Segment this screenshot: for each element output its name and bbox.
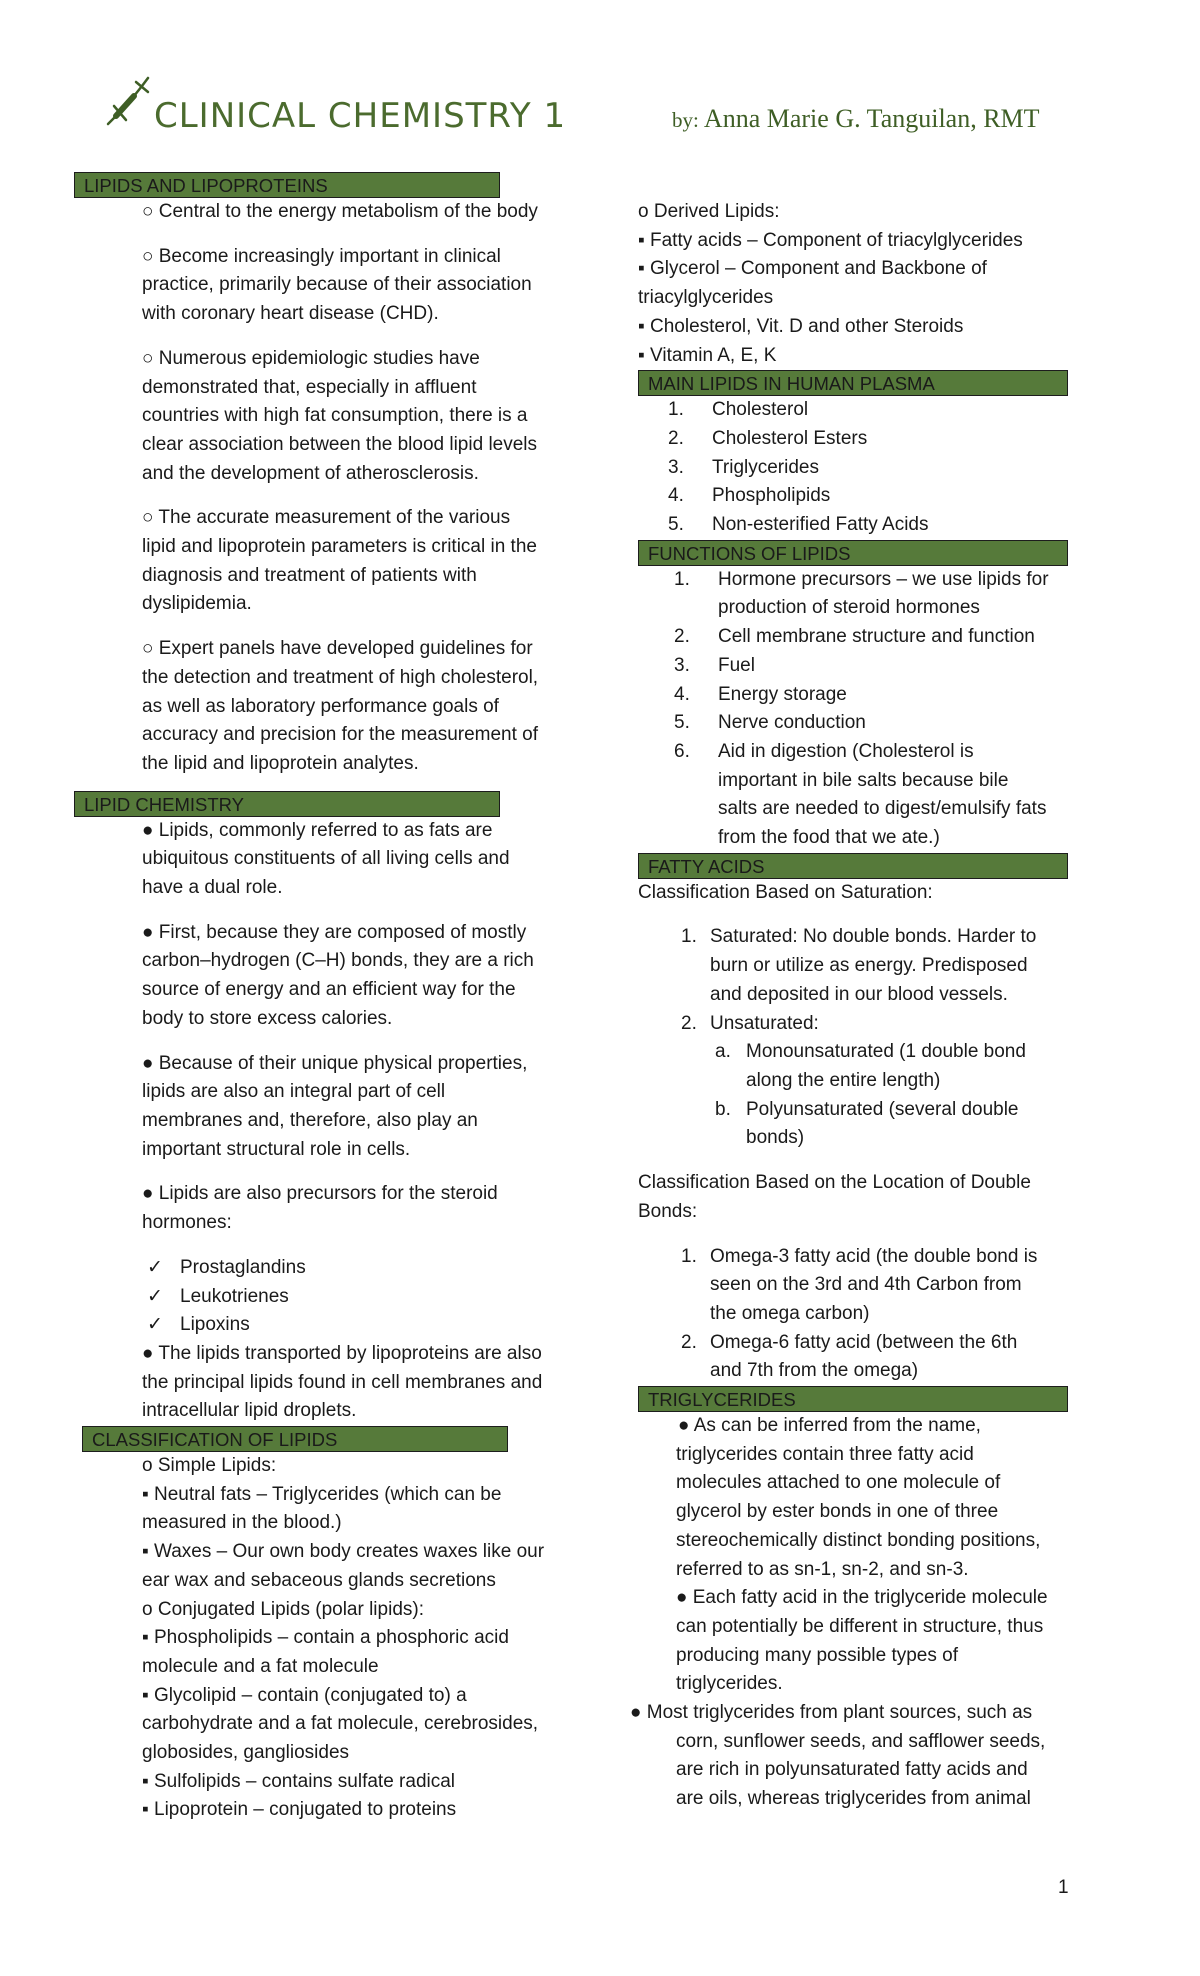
list-number: 1. bbox=[674, 568, 690, 590]
paragraph: lipids are also an integral part of cell bbox=[142, 1081, 446, 1103]
paragraph: are rich in polyunsaturated fatty acids and bbox=[676, 1759, 1028, 1781]
list-item-text: Non-esterified Fatty Acids bbox=[712, 514, 929, 536]
paragraph: the lipid and lipoprotein analytes. bbox=[142, 752, 419, 774]
page-header bbox=[0, 0, 1200, 150]
sub-list-item bbox=[638, 1038, 1074, 1095]
list-item-text: seen on the 3rd and 4th Carbon from bbox=[710, 1274, 1022, 1296]
list-number: 5. bbox=[668, 514, 684, 536]
paragraph: hormones: bbox=[142, 1212, 232, 1234]
list-item-text: Nerve conduction bbox=[718, 712, 866, 734]
subheading: Bonds: bbox=[638, 1200, 698, 1222]
list-item-text: and deposited in our blood vessels. bbox=[710, 983, 1008, 1005]
list-item-text: Leukotrienes bbox=[180, 1285, 289, 1307]
list-number: 1. bbox=[681, 1245, 697, 1267]
paragraph: ▪ Neutral fats – Triglycerides (which can be bbox=[142, 1483, 502, 1505]
paragraph: o Derived Lipids: bbox=[638, 201, 780, 222]
functions-list bbox=[638, 566, 1074, 853]
paragraph: dyslipidemia. bbox=[142, 593, 252, 615]
list-item-text: from the food that we ate.) bbox=[718, 827, 940, 849]
paragraph: ▪ Glycolipid – contain (conjugated to) a bbox=[142, 1684, 467, 1706]
check-list-item bbox=[74, 1311, 574, 1340]
list-item bbox=[638, 738, 1074, 853]
list-item bbox=[638, 923, 1074, 1009]
list-number: 1. bbox=[668, 399, 684, 421]
list-item bbox=[638, 1329, 1074, 1386]
document-title: CLINICAL CHEMISTRY 1 bbox=[154, 96, 567, 136]
syringe-icon bbox=[104, 74, 152, 128]
paragraph: ▪ Fatty acids – Component of triacylglycerides bbox=[638, 229, 1023, 251]
list-letter: b. bbox=[715, 1098, 731, 1120]
paragraph: and the development of atherosclerosis. bbox=[142, 462, 479, 484]
triglycerides-body bbox=[638, 1412, 1074, 1699]
paragraph: ▪ Cholesterol, Vit. D and other Steroids bbox=[638, 315, 964, 337]
right-column bbox=[630, 172, 1074, 1814]
paragraph: ● Lipids, commonly referred to as fats are bbox=[142, 819, 493, 841]
list-number: 2. bbox=[681, 1331, 697, 1353]
lipid-chemistry-body-2 bbox=[74, 1340, 574, 1426]
section-heading-functions: FUNCTIONS OF LIPIDS bbox=[638, 540, 1068, 566]
list-number: 4. bbox=[668, 485, 684, 507]
paragraph: triglycerides. bbox=[676, 1673, 783, 1695]
paragraph: ● The lipids transported by lipoproteins are also bbox=[142, 1342, 542, 1364]
paragraph: molecules attached to one molecule of bbox=[676, 1472, 1001, 1494]
paragraph: measured in the blood.) bbox=[142, 1512, 342, 1534]
paragraph: ear wax and sebaceous glands secretions bbox=[142, 1569, 496, 1591]
paragraph: membranes and, therefore, also play an bbox=[142, 1109, 478, 1131]
list-item bbox=[638, 1010, 1074, 1039]
check-icon: ✓ bbox=[147, 1314, 163, 1336]
list-item-text: production of steroid hormones bbox=[718, 597, 980, 619]
paragraph: ● Each fatty acid in the triglyceride molecule bbox=[676, 1587, 1048, 1609]
section-heading-fatty-acids: FATTY ACIDS bbox=[638, 853, 1068, 879]
sub-list-item bbox=[638, 1096, 1074, 1153]
paragraph: producing many possible types of bbox=[676, 1644, 958, 1666]
list-letter: a. bbox=[715, 1041, 731, 1063]
list-number: 1. bbox=[681, 926, 697, 948]
classification-body bbox=[74, 1452, 574, 1825]
list-item-text: Triglycerides bbox=[712, 456, 819, 478]
paragraph: body to store excess calories. bbox=[142, 1007, 393, 1029]
paragraph: are oils, whereas triglycerides from animal bbox=[676, 1788, 1031, 1810]
section-heading-classification: CLASSIFICATION OF LIPIDS bbox=[82, 1426, 508, 1452]
section-heading-lipids-lipoproteins: LIPIDS AND LIPOPROTEINS bbox=[74, 172, 500, 198]
list-item-text: Cholesterol bbox=[712, 399, 809, 421]
list-item bbox=[638, 396, 1074, 425]
list-item-text: Lipoxins bbox=[180, 1314, 250, 1336]
paragraph: o Simple Lipids: bbox=[142, 1455, 277, 1477]
subheading: Classification Based on the Location of Double bbox=[638, 1172, 1031, 1194]
check-icon: ✓ bbox=[147, 1256, 163, 1278]
paragraph: clear association between the blood lipid levels bbox=[142, 433, 538, 455]
paragraph: ○ Numerous epidemiologic studies have bbox=[142, 347, 480, 369]
author-name: Anna Marie G. Tanguilan, RMT bbox=[703, 104, 1040, 133]
list-item bbox=[638, 454, 1074, 483]
paragraph: ● Most triglycerides from plant sources, such as bbox=[630, 1702, 1033, 1724]
list-item-text: important in bile salts because bile bbox=[718, 769, 1009, 791]
lipids-lipoproteins-body bbox=[74, 198, 574, 779]
paragraph: o Conjugated Lipids (polar lipids): bbox=[142, 1598, 424, 1620]
left-column bbox=[74, 172, 574, 1825]
list-number: 6. bbox=[674, 740, 690, 762]
check-icon: ✓ bbox=[147, 1285, 163, 1307]
derived-lipids-body bbox=[638, 198, 1074, 370]
list-item-text: Saturated: No double bonds. Harder to bbox=[710, 926, 1037, 948]
paragraph: ▪ Glycerol – Component and Backbone of bbox=[638, 258, 987, 280]
paragraph: glycerol by ester bonds in one of three bbox=[676, 1501, 999, 1523]
author-line bbox=[672, 104, 1040, 134]
paragraph: carbon–hydrogen (C–H) bonds, they are a rich bbox=[142, 950, 534, 972]
by-label: by: bbox=[672, 108, 699, 132]
list-item-text: Unsaturated: bbox=[710, 1012, 819, 1034]
list-item bbox=[638, 681, 1074, 710]
triglycerides-body-3 bbox=[638, 1728, 1074, 1814]
paragraph: corn, sunflower seeds, and safflower seeds, bbox=[676, 1730, 1046, 1752]
paragraph: the detection and treatment of high cholesterol, bbox=[142, 666, 539, 688]
list-item-text: Prostaglandins bbox=[180, 1256, 306, 1278]
paragraph: globosides, gangliosides bbox=[142, 1742, 350, 1764]
paragraph: ▪ Waxes – Our own body creates waxes like our bbox=[142, 1541, 545, 1563]
list-item-text: burn or utilize as energy. Predisposed bbox=[710, 955, 1028, 977]
list-item-text: the omega carbon) bbox=[710, 1302, 870, 1324]
list-item-text: Omega-3 fatty acid (the double bond is bbox=[710, 1245, 1038, 1267]
paragraph: important structural role in cells. bbox=[142, 1138, 411, 1160]
list-number: 2. bbox=[674, 626, 690, 648]
section-heading-triglycerides: TRIGLYCERIDES bbox=[638, 1386, 1068, 1412]
list-item-text: Cell membrane structure and function bbox=[718, 626, 1035, 648]
paragraph: stereochemically distinct bonding positions, bbox=[676, 1529, 1041, 1551]
list-item-text: Fuel bbox=[718, 654, 755, 676]
paragraph: accuracy and precision for the measurement of bbox=[142, 724, 539, 746]
paragraph: demonstrated that, especially in affluent bbox=[142, 376, 477, 398]
list-item-text: Phospholipids bbox=[712, 485, 831, 507]
paragraph: ○ Central to the energy metabolism of the body bbox=[142, 201, 538, 222]
paragraph: source of energy and an efficient way for the bbox=[142, 979, 516, 1001]
paragraph: practice, primarily because of their association bbox=[142, 274, 532, 296]
list-item-text: Hormone precursors – we use lipids for bbox=[718, 568, 1049, 590]
list-item-text: along the entire length) bbox=[746, 1069, 941, 1091]
list-item bbox=[638, 709, 1074, 738]
paragraph: have a dual role. bbox=[142, 877, 283, 899]
list-item-text: Polyunsaturated (several double bbox=[746, 1098, 1019, 1120]
paragraph: diagnosis and treatment of patients with bbox=[142, 564, 477, 586]
paragraph: referred to as sn-1, sn-2, and sn-3. bbox=[676, 1558, 969, 1580]
paragraph: triglycerides contain three fatty acid bbox=[676, 1443, 974, 1465]
subheading: Classification Based on Saturation: bbox=[638, 881, 933, 903]
list-item-text: Cholesterol Esters bbox=[712, 427, 868, 449]
paragraph: ▪ Sulfolipids – contains sulfate radical bbox=[142, 1770, 456, 1792]
list-item bbox=[638, 566, 1074, 623]
check-list-item bbox=[74, 1283, 574, 1312]
list-item bbox=[638, 511, 1074, 540]
paragraph: can potentially be different in structure, thus bbox=[676, 1615, 1044, 1637]
paragraph: intracellular lipid droplets. bbox=[142, 1400, 357, 1422]
paragraph: ● As can be inferred from the name, bbox=[678, 1415, 981, 1437]
list-number: 2. bbox=[681, 1012, 697, 1034]
list-number: 4. bbox=[674, 683, 690, 705]
paragraph: ▪ Phospholipids – contain a phosphoric acid bbox=[142, 1627, 509, 1649]
paragraph: lipid and lipoprotein parameters is critical in the bbox=[142, 536, 537, 558]
list-item-text: and 7th from the omega) bbox=[710, 1360, 919, 1382]
page-number: 1 bbox=[1058, 1877, 1069, 1898]
list-item bbox=[638, 623, 1074, 652]
paragraph: carbohydrate and a fat molecule, cerebrosides, bbox=[142, 1713, 539, 1735]
list-item-text: salts are needed to digest/emulsify fats bbox=[718, 798, 1047, 820]
lipid-chemistry-body bbox=[74, 817, 574, 1238]
list-number: 5. bbox=[674, 712, 690, 734]
paragraph: as well as laboratory performance goals of bbox=[142, 695, 499, 717]
list-item bbox=[638, 1243, 1074, 1329]
list-item-text: Aid in digestion (Cholesterol is bbox=[718, 740, 974, 762]
list-number: 2. bbox=[668, 427, 684, 449]
paragraph: the principal lipids found in cell membranes and bbox=[142, 1371, 543, 1393]
paragraph: countries with high fat consumption, there is a bbox=[142, 405, 528, 427]
paragraph: ○ Expert panels have developed guidelines for bbox=[142, 638, 533, 660]
paragraph: ▪ Lipoprotein – conjugated to proteins bbox=[142, 1799, 457, 1821]
paragraph: ● First, because they are composed of mostly bbox=[142, 921, 527, 943]
list-item bbox=[638, 425, 1074, 454]
paragraph: triacylglycerides bbox=[638, 287, 774, 309]
list-number: 3. bbox=[668, 456, 684, 478]
paragraph: ○ The accurate measurement of the various bbox=[142, 507, 511, 529]
paragraph: ○ Become increasingly important in clinical bbox=[142, 245, 501, 267]
paragraph: ● Because of their unique physical properties, bbox=[142, 1052, 528, 1074]
list-number: 3. bbox=[674, 654, 690, 676]
main-lipids-list bbox=[638, 396, 1074, 540]
check-list-item bbox=[74, 1254, 574, 1283]
paragraph: ● Lipids are also precursors for the steroid bbox=[142, 1183, 498, 1205]
list-item-text: bonds) bbox=[746, 1127, 805, 1149]
list-item-text: Omega-6 fatty acid (between the 6th bbox=[710, 1331, 1018, 1353]
list-item bbox=[638, 652, 1074, 681]
section-heading-lipid-chemistry: LIPID CHEMISTRY bbox=[74, 791, 500, 817]
list-item bbox=[638, 482, 1074, 511]
list-item-text: Monounsaturated (1 double bond bbox=[746, 1041, 1026, 1063]
paragraph: molecule and a fat molecule bbox=[142, 1655, 379, 1677]
paragraph: with coronary heart disease (CHD). bbox=[142, 303, 439, 325]
paragraph: ▪ Vitamin A, E, K bbox=[638, 344, 777, 366]
list-item-text: Energy storage bbox=[718, 683, 847, 705]
paragraph: ubiquitous constituents of all living cells and bbox=[142, 848, 510, 870]
triglycerides-body-2 bbox=[630, 1699, 1074, 1728]
section-heading-main-lipids: MAIN LIPIDS IN HUMAN PLASMA bbox=[638, 370, 1068, 396]
